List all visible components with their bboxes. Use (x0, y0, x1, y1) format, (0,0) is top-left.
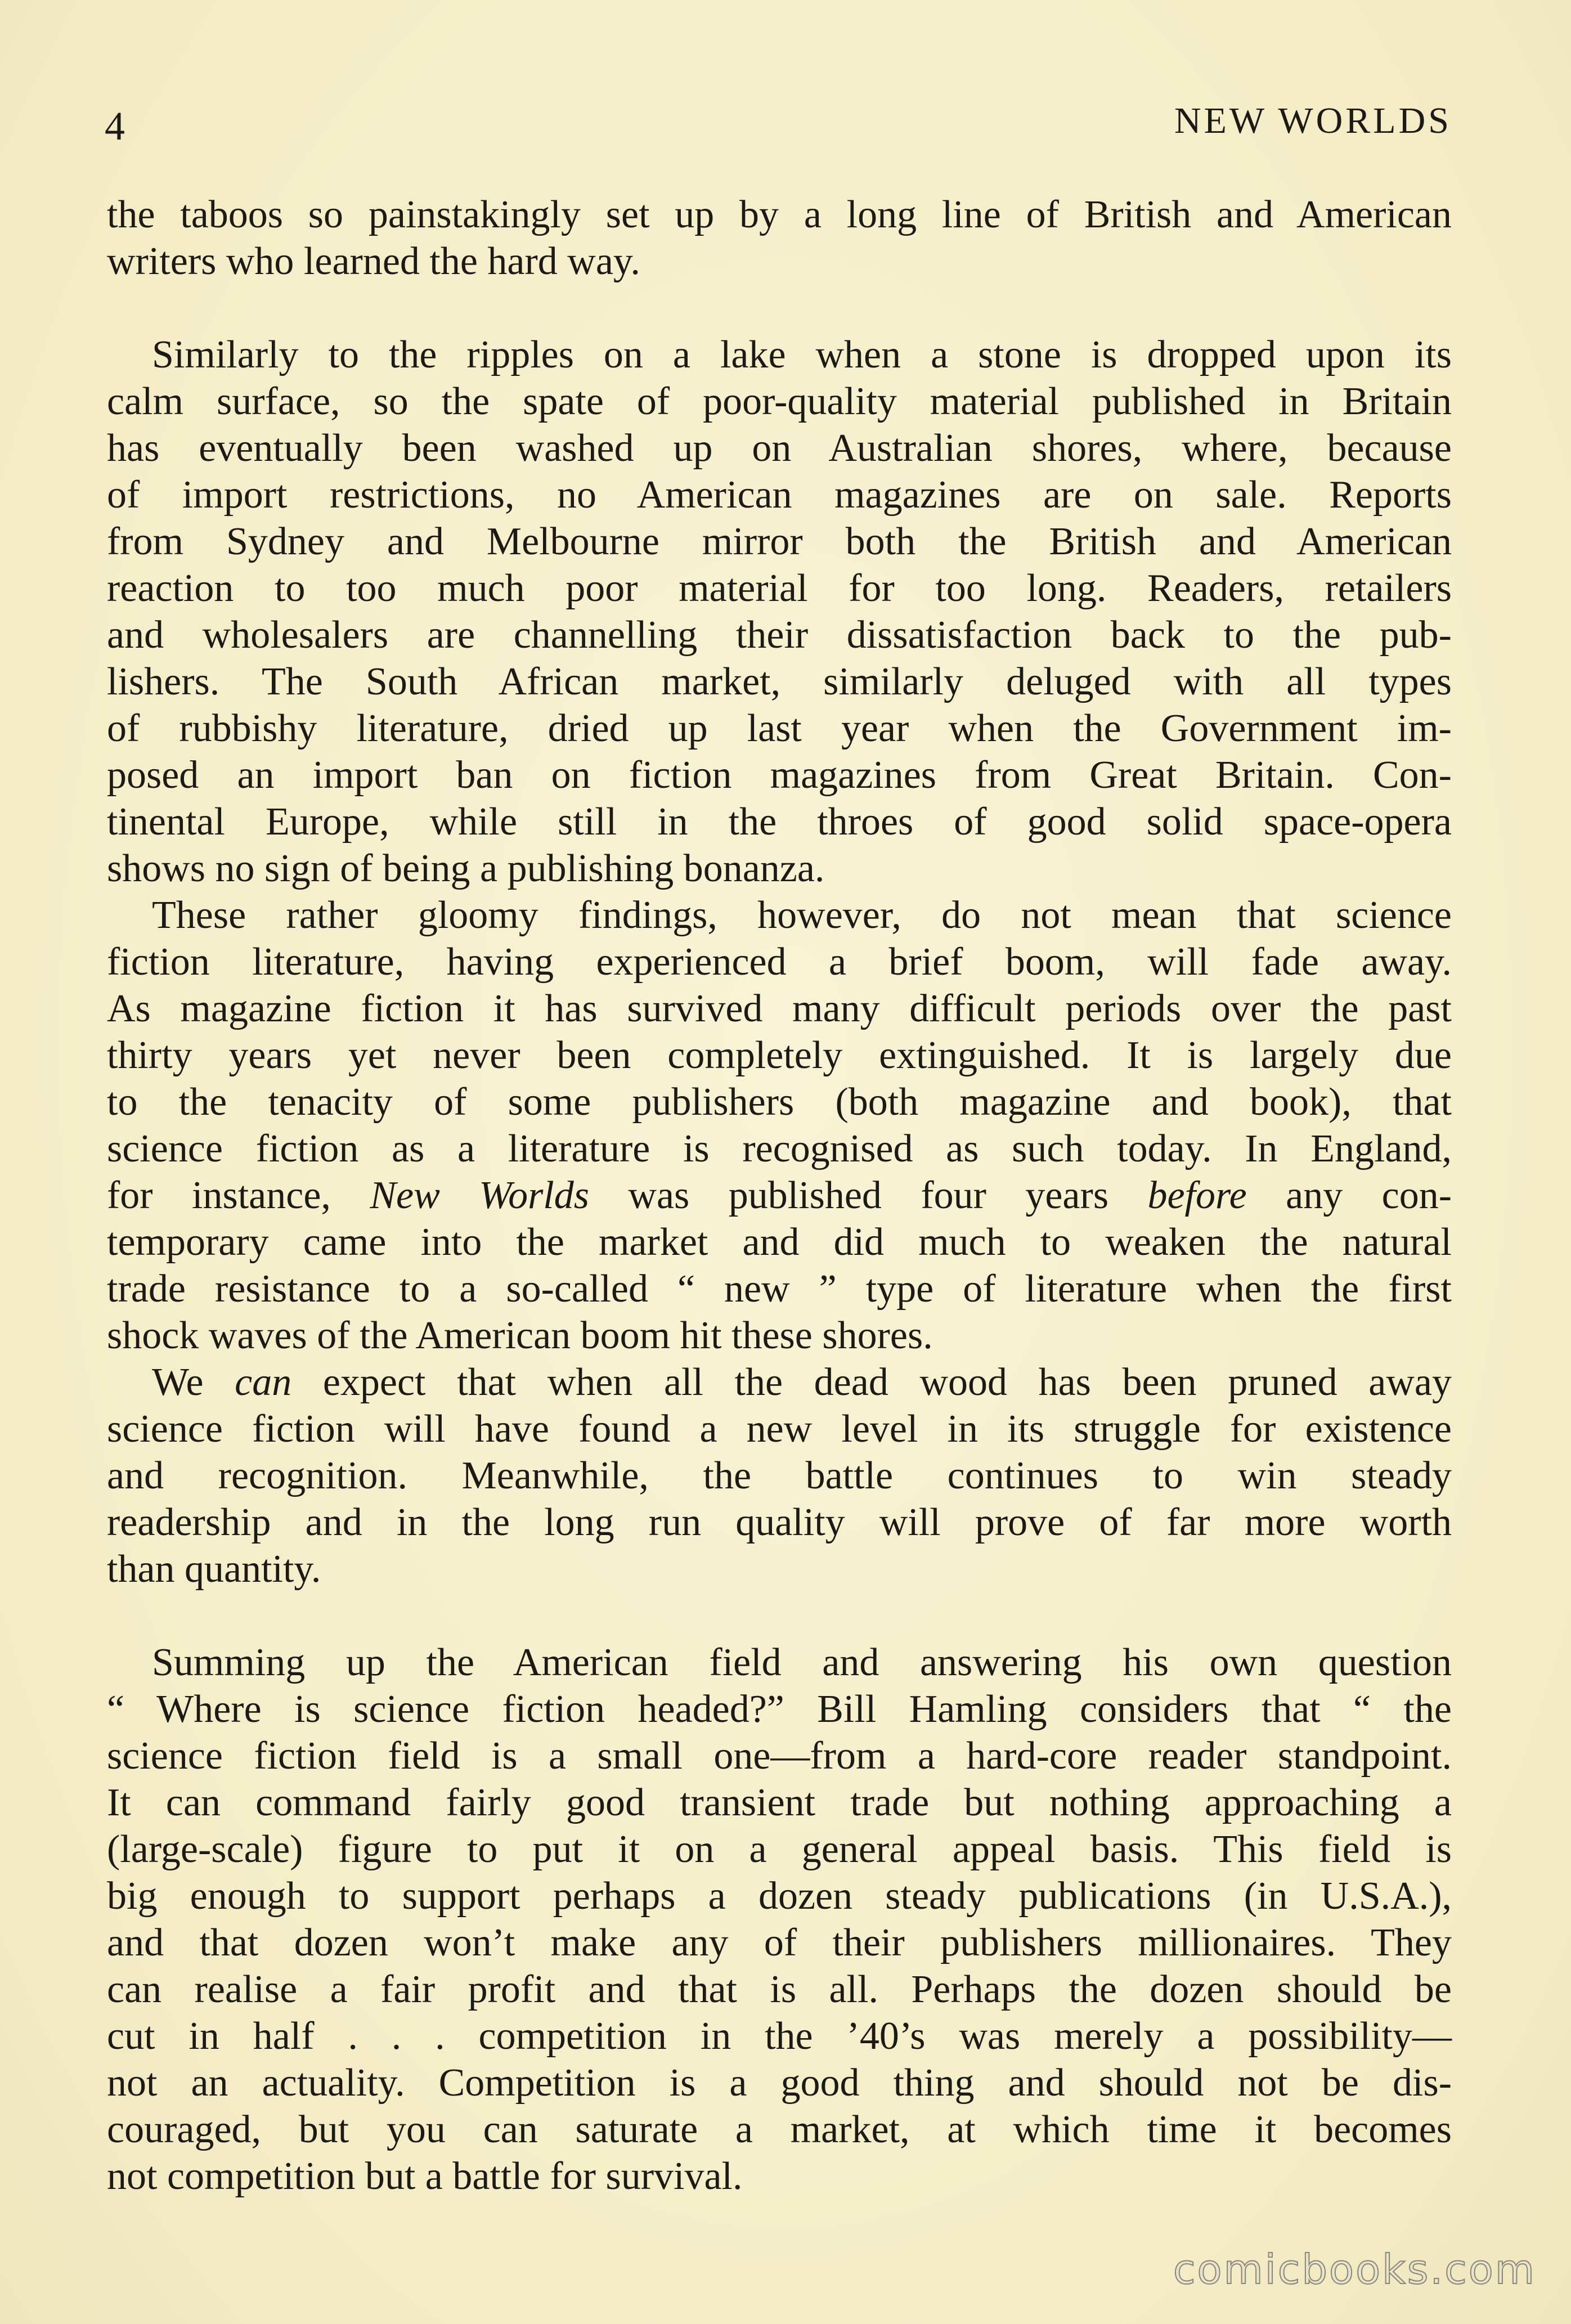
paragraph (107, 1359, 1452, 1592)
text-line: and recognition. Meanwhile, the battle continues to win steady (107, 1454, 1452, 1497)
text-line: temporary came into the market and did much to weaken the natural (107, 1221, 1452, 1264)
text-line: of import restrictions, no American magazines are on sale. Reports (107, 473, 1452, 517)
text-line: shows no sign of being a publishing bonanza. (107, 847, 825, 890)
text-line: Similarly to the ripples on a lake when a stone is dropped upon its (152, 333, 1452, 376)
paragraph (107, 331, 1452, 892)
text-line: posed an import ban on fiction magazines from Great Britain. Con- (107, 753, 1452, 797)
text-line: shock waves of the American boom hit these shores. (107, 1314, 933, 1357)
text-line: tinental Europe, while still in the throes of good solid space-opera (107, 800, 1452, 844)
text-line: big enough to support perhaps a dozen steady publications (in U.S.A.), (107, 1874, 1452, 1918)
text-line: of rubbishy literature, dried up last year when the Government im- (107, 707, 1452, 750)
running-head: NEW WORLDS (1174, 100, 1452, 141)
page-number: 4 (105, 104, 125, 149)
text-line: for instance, New Worlds was published four years before any con- (107, 1174, 1452, 1217)
text-line: science fiction as a literature is recognised as such today. In England, (107, 1127, 1452, 1170)
paragraph (107, 892, 1452, 1359)
text-line: than quantity. (107, 1547, 321, 1591)
text-line: Summing up the American field and answering his own question (152, 1641, 1452, 1684)
paragraph-gap (107, 1592, 1452, 1639)
text-line: As magazine fiction it has survived many difficult periods over the past (107, 987, 1452, 1030)
text-line: trade resistance to a so-called “ new ” type of literature when the first (107, 1267, 1452, 1311)
paragraph-gap (107, 285, 1452, 331)
text-line: reaction to too much poor material for too long. Readers, retailers (107, 567, 1452, 610)
text-line: These rather gloomy findings, however, do not mean that science (152, 894, 1452, 937)
text-line: and that dozen won’t make any of their publishers millionaires. They (107, 1921, 1452, 1964)
body-text (107, 191, 1452, 2200)
text-line: lishers. The South African market, similarly deluged with all types (107, 660, 1452, 703)
watermark: comicbooks.com (1173, 2246, 1536, 2293)
text-line: and wholesalers are channelling their dissatisfaction back to the pub- (107, 613, 1452, 657)
text-line: readership and in the long run quality will prove of far more worth (107, 1501, 1452, 1544)
text-line: to the tenacity of some publishers (both magazine and book), that (107, 1080, 1452, 1124)
text-line: cut in half . . . competition in the ’40’s was merely a possibility— (107, 2015, 1452, 2058)
text-line: science fiction field is a small one—from a hard-core reader standpoint. (107, 1734, 1452, 1778)
text-line: “ Where is science fiction headed?” Bill Hamling considers that “ the (107, 1688, 1452, 1731)
text-line: We can expect that when all the dead wood has been pruned away (152, 1361, 1452, 1404)
paragraph (107, 191, 1452, 285)
text-line: has eventually been washed up on Australian shores, where, because (107, 427, 1452, 470)
text-line: calm surface, so the spate of poor-quality material published in Britain (107, 380, 1452, 423)
text-line: not an actuality. Competition is a good thing and should not be dis- (107, 2061, 1452, 2105)
text-line: science fiction will have found a new level in its struggle for existence (107, 1407, 1452, 1451)
text-line: can realise a fair profit and that is all. Perhaps the dozen should be (107, 1968, 1452, 2011)
text-line: writers who learned the hard way. (107, 240, 640, 283)
text-line: the taboos so painstakingly set up by a long line of British and American (107, 193, 1452, 236)
text-line: (large-scale) figure to put it on a general appeal basis. This field is (107, 1828, 1452, 1871)
text-line: not competition but a battle for survival. (107, 2155, 743, 2198)
text-line: from Sydney and Melbourne mirror both the British and American (107, 520, 1452, 563)
text-line: It can command fairly good transient trade but nothing approaching a (107, 1781, 1452, 1824)
paragraph (107, 1639, 1452, 2200)
text-line: thirty years yet never been completely extinguished. It is largely due (107, 1034, 1452, 1077)
text-line: couraged, but you can saturate a market, at which time it becomes (107, 2108, 1452, 2151)
text-line: fiction literature, having experienced a brief boom, will fade away. (107, 940, 1452, 984)
